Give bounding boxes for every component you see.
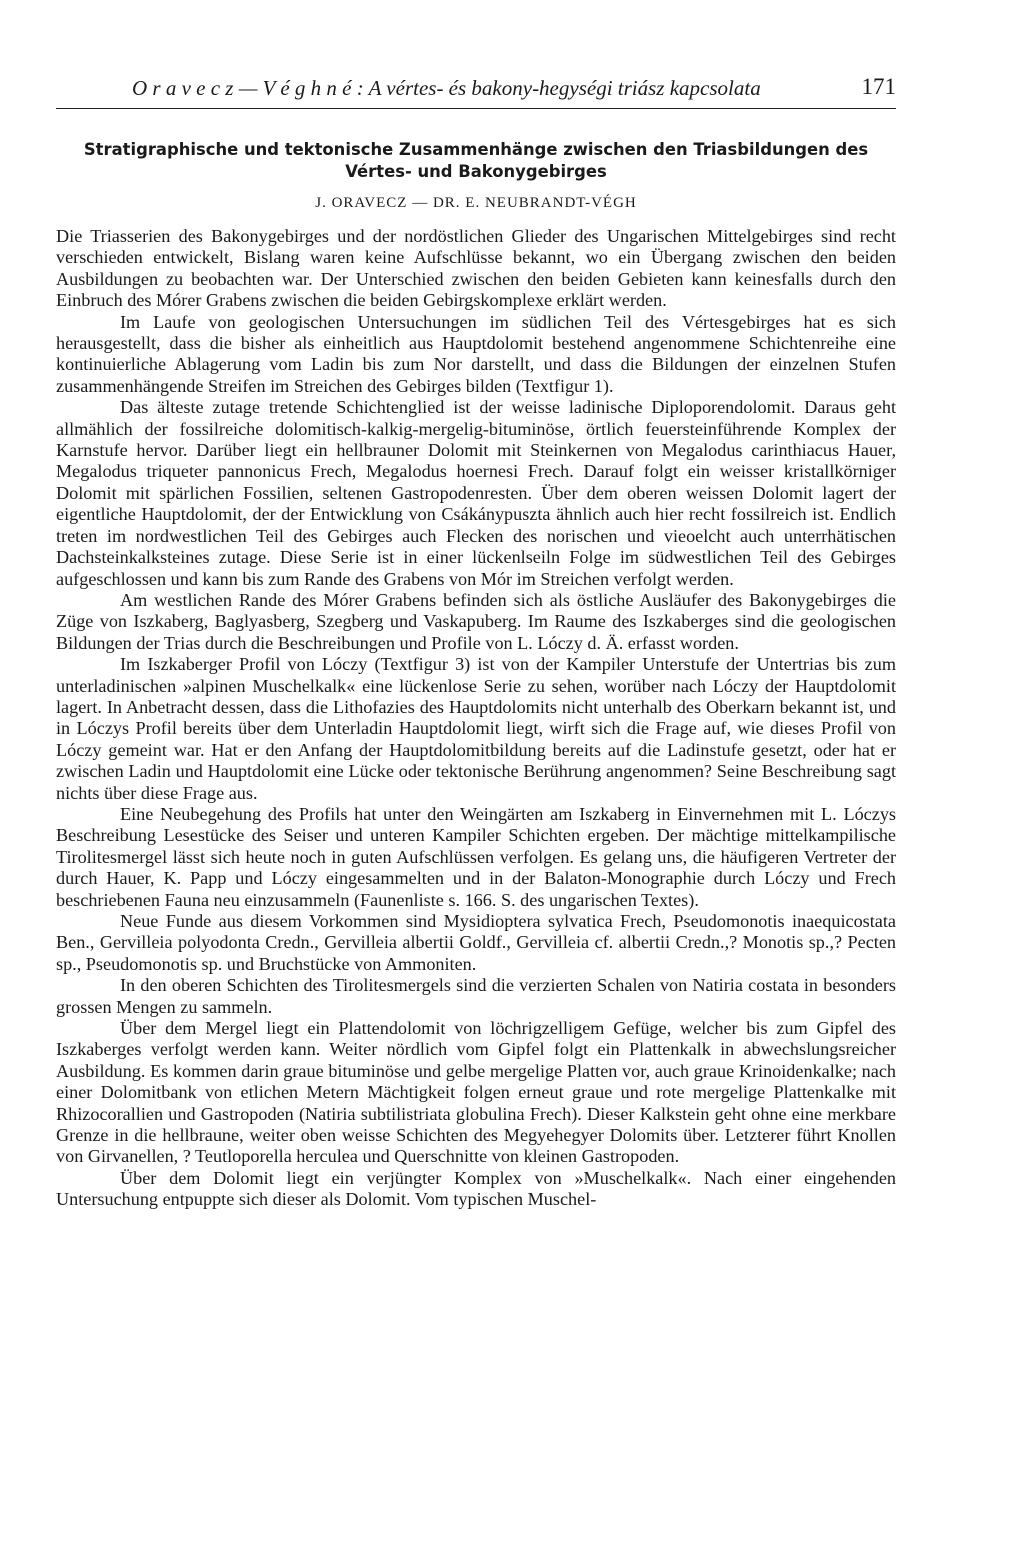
- paragraph: Über dem Mergel liegt ein Plattendolomit von löchrigzelligem Gefüge, welcher bis zum Gipfel des Iszkaberges verfolgt werden kann. Weiter nördlich vom Gipfel folgt ein Plattenkalk in abwechslungsreicher Ausbildung. Es kommen darin graue bituminöse und gelbe mergelige Platten vor, auch graue Krinoidenkalke; nach einer Dolomitbank von etlichen Metern Mächtigkeit folgen erneut graue und rote mergelige Plattenkalke mit Rhizocorallien und Gastropoden (Natiria subtilistriata globulina Frech). Dieser Kalkstein geht ohne eine merkbare Grenze in die hellbraune, weiter oben weisse Schichten des Megyehegyer Dolomits über. Letzterer führt Knollen von Girvanellen, ? Teutloporella herculea und Querschnitte von kleinen Gastropoden.: [56, 1018, 896, 1167]
- running-head: [56, 70, 896, 109]
- paragraph: Im Iszkaberger Profil von Lóczy (Textfigur 3) ist von der Kampiler Unterstufe der Untertrias bis zum unterladinischen »alpinen Muschelkalk« eine lückenlose Serie zu sehen, worüber nach Lóczy der Hauptdolomit lagert. In Anbetracht dessen, dass die Lithofazies des Hauptdolomits nicht unterhalb des Oberkarn bekannt ist, und in Lóczys Profil bereits über dem Unterladin Hauptdolomit liegt, wirft sich die Frage auf, wie dieses Profil von Lóczy gemeint war. Hat er den Anfang der Hauptdolomitbildung bereits auf die Ladinstufe gesetzt, oder hat er zwischen Ladin und Hauptdolomit eine Lücke oder tektonische Berührung angenommen? Seine Beschreibung sagt nichts über diese Frage aus.: [56, 654, 896, 803]
- article-title: [56, 139, 896, 183]
- title-line-1: Stratigraphische und tektonische Zusammenhänge zwischen den Triasbildungen des: [83, 140, 869, 159]
- paragraph: Am westlichen Rande des Mórer Grabens befinden sich als östliche Ausläufer des Bakonygebirges die Züge von Iszkaberg, Baglyasberg, Szegberg und Vaskapuberg. Im Raume des Iszkaberges sind die geologischen Bildungen der Trias durch die Beschreibungen und Profile von L. Lóczy d. Ä. erfasst worden.: [56, 589, 896, 653]
- paragraph: Eine Neubegehung des Profils hat unter den Weingärten am Iszkaberg in Einvernehmen mit L. Lóczys Beschreibung Lesestücke des Seiser und unteren Kampiler Schichten ergeben. Der mächtige mittelkampilische Tirolitesmergel lässt sich heute noch in guten Aufschlüssen verfolgen. Es gelang uns, die häufigeren Vertreter der durch Hauer, K. Papp und Lóczy eingesammelten und in der Balaton-Monographie durch Lóczy und Frech beschriebenen Fauna neu einzusammeln (Faunenliste s. 166. S. des ungarischen Textes).: [56, 803, 896, 910]
- paragraph: In den oberen Schichten des Tirolitesmergels sind die verzierten Schalen von Natiria costata in besonders grossen Mengen zu sammeln.: [56, 975, 896, 1017]
- title-line-2: Vértes- und Bakonygebirges: [345, 162, 607, 181]
- paragraph: Im Laufe von geologischen Untersuchungen im südlichen Teil des Vértesgebirges hat es sich herausgestellt, dass die bisher als einheitlich aus Hauptdolomit bestehend angenommene Schichtenreihe eine kontinuierliche Ablagerung vom Ladin bis zum Nor darstellt, und dass die Bildungen der einzelnen Stufen zusammenhängende Streifen im Streichen des Gebirges bilden (Textfigur 1).: [56, 311, 896, 396]
- paragraph: Neue Funde aus diesem Vorkommen sind Mysidioptera sylvatica Frech, Pseudomonotis inaequicostata Ben., Gervilleia polyodonta Credn., Gervilleia albertii Goldf., Gervilleia cf. albertii Credn.,? Monotis sp.,? Pecten sp., Pseudomonotis sp. und Bruchstücke von Ammoniten.: [56, 911, 896, 974]
- paragraph: Das älteste zutage tretende Schichtenglied ist der weisse ladinische Diploporendolomit. Daraus geht allmählich der fossilreiche dolomitisch-kalkig-mergelig-bituminöse, örtlich feuersteinführende Komplex der Karnstufe hervor. Darüber liegt ein hellbrauner Dolomit mit Steinkernen von Megalodus carinthiacus Hauer, Megalodus triqueter pannonicus Frech, Megalodus hoernesi Frech. Darauf folgt ein weisser kristallkörniger Dolomit mit spärlichen Fossilien, seltenen Gastropodenresten. Über dem oberen weissen Dolomit lagert der eigentliche Hauptdolomit, der der Entwicklung von Csákánypuszta ähnlich auch hier recht fossilreich ist. Endlich treten im nordwestlichen Teil des Gebirges auch Flecken des norischen und vieoelcht auch unterrhätischen Dachsteinkalksteines zutage. Diese Serie ist in einer lückenlseiln Folge im südwestlichen Teil des Gebirges aufgeschlossen und kann bis zum Rande des Grabens von Mór im Streichen verfolgt werden.: [56, 397, 896, 589]
- article-authors: J. ORAVECZ — DR. E. NEUBRANDT-VÉGH: [315, 195, 637, 211]
- page: [56, 70, 896, 1211]
- article-body: [56, 226, 896, 1211]
- paragraph: Die Triasserien des Bakonygebirges und der nordöstlichen Glieder des Ungarischen Mittelgebirges sind recht verschieden entwickelt, Bislang waren keine Aufschlüsse bekannt, wo ein Übergang zwischen den beiden Ausbildungen zu beobachten war. Der Unterschied zwischen den beiden Gebieten kann keinesfalls durch den Einbruch des Mórer Grabens zwischen die beiden Gebirgskomplexe erklärt werden.: [56, 226, 896, 311]
- paragraph: Über dem Dolomit liegt ein verjüngter Komplex von »Muschelkalk«. Nach einer eingehenden Untersuchung entpuppte sich dieser als Dolomit. Vom typischen Muschel-: [56, 1167, 896, 1210]
- running-head-text: O r a v e c z — V é g h n é : A vértes- és bakony-hegységi triász kapcsolata: [132, 76, 761, 100]
- page-number: 171: [861, 74, 896, 99]
